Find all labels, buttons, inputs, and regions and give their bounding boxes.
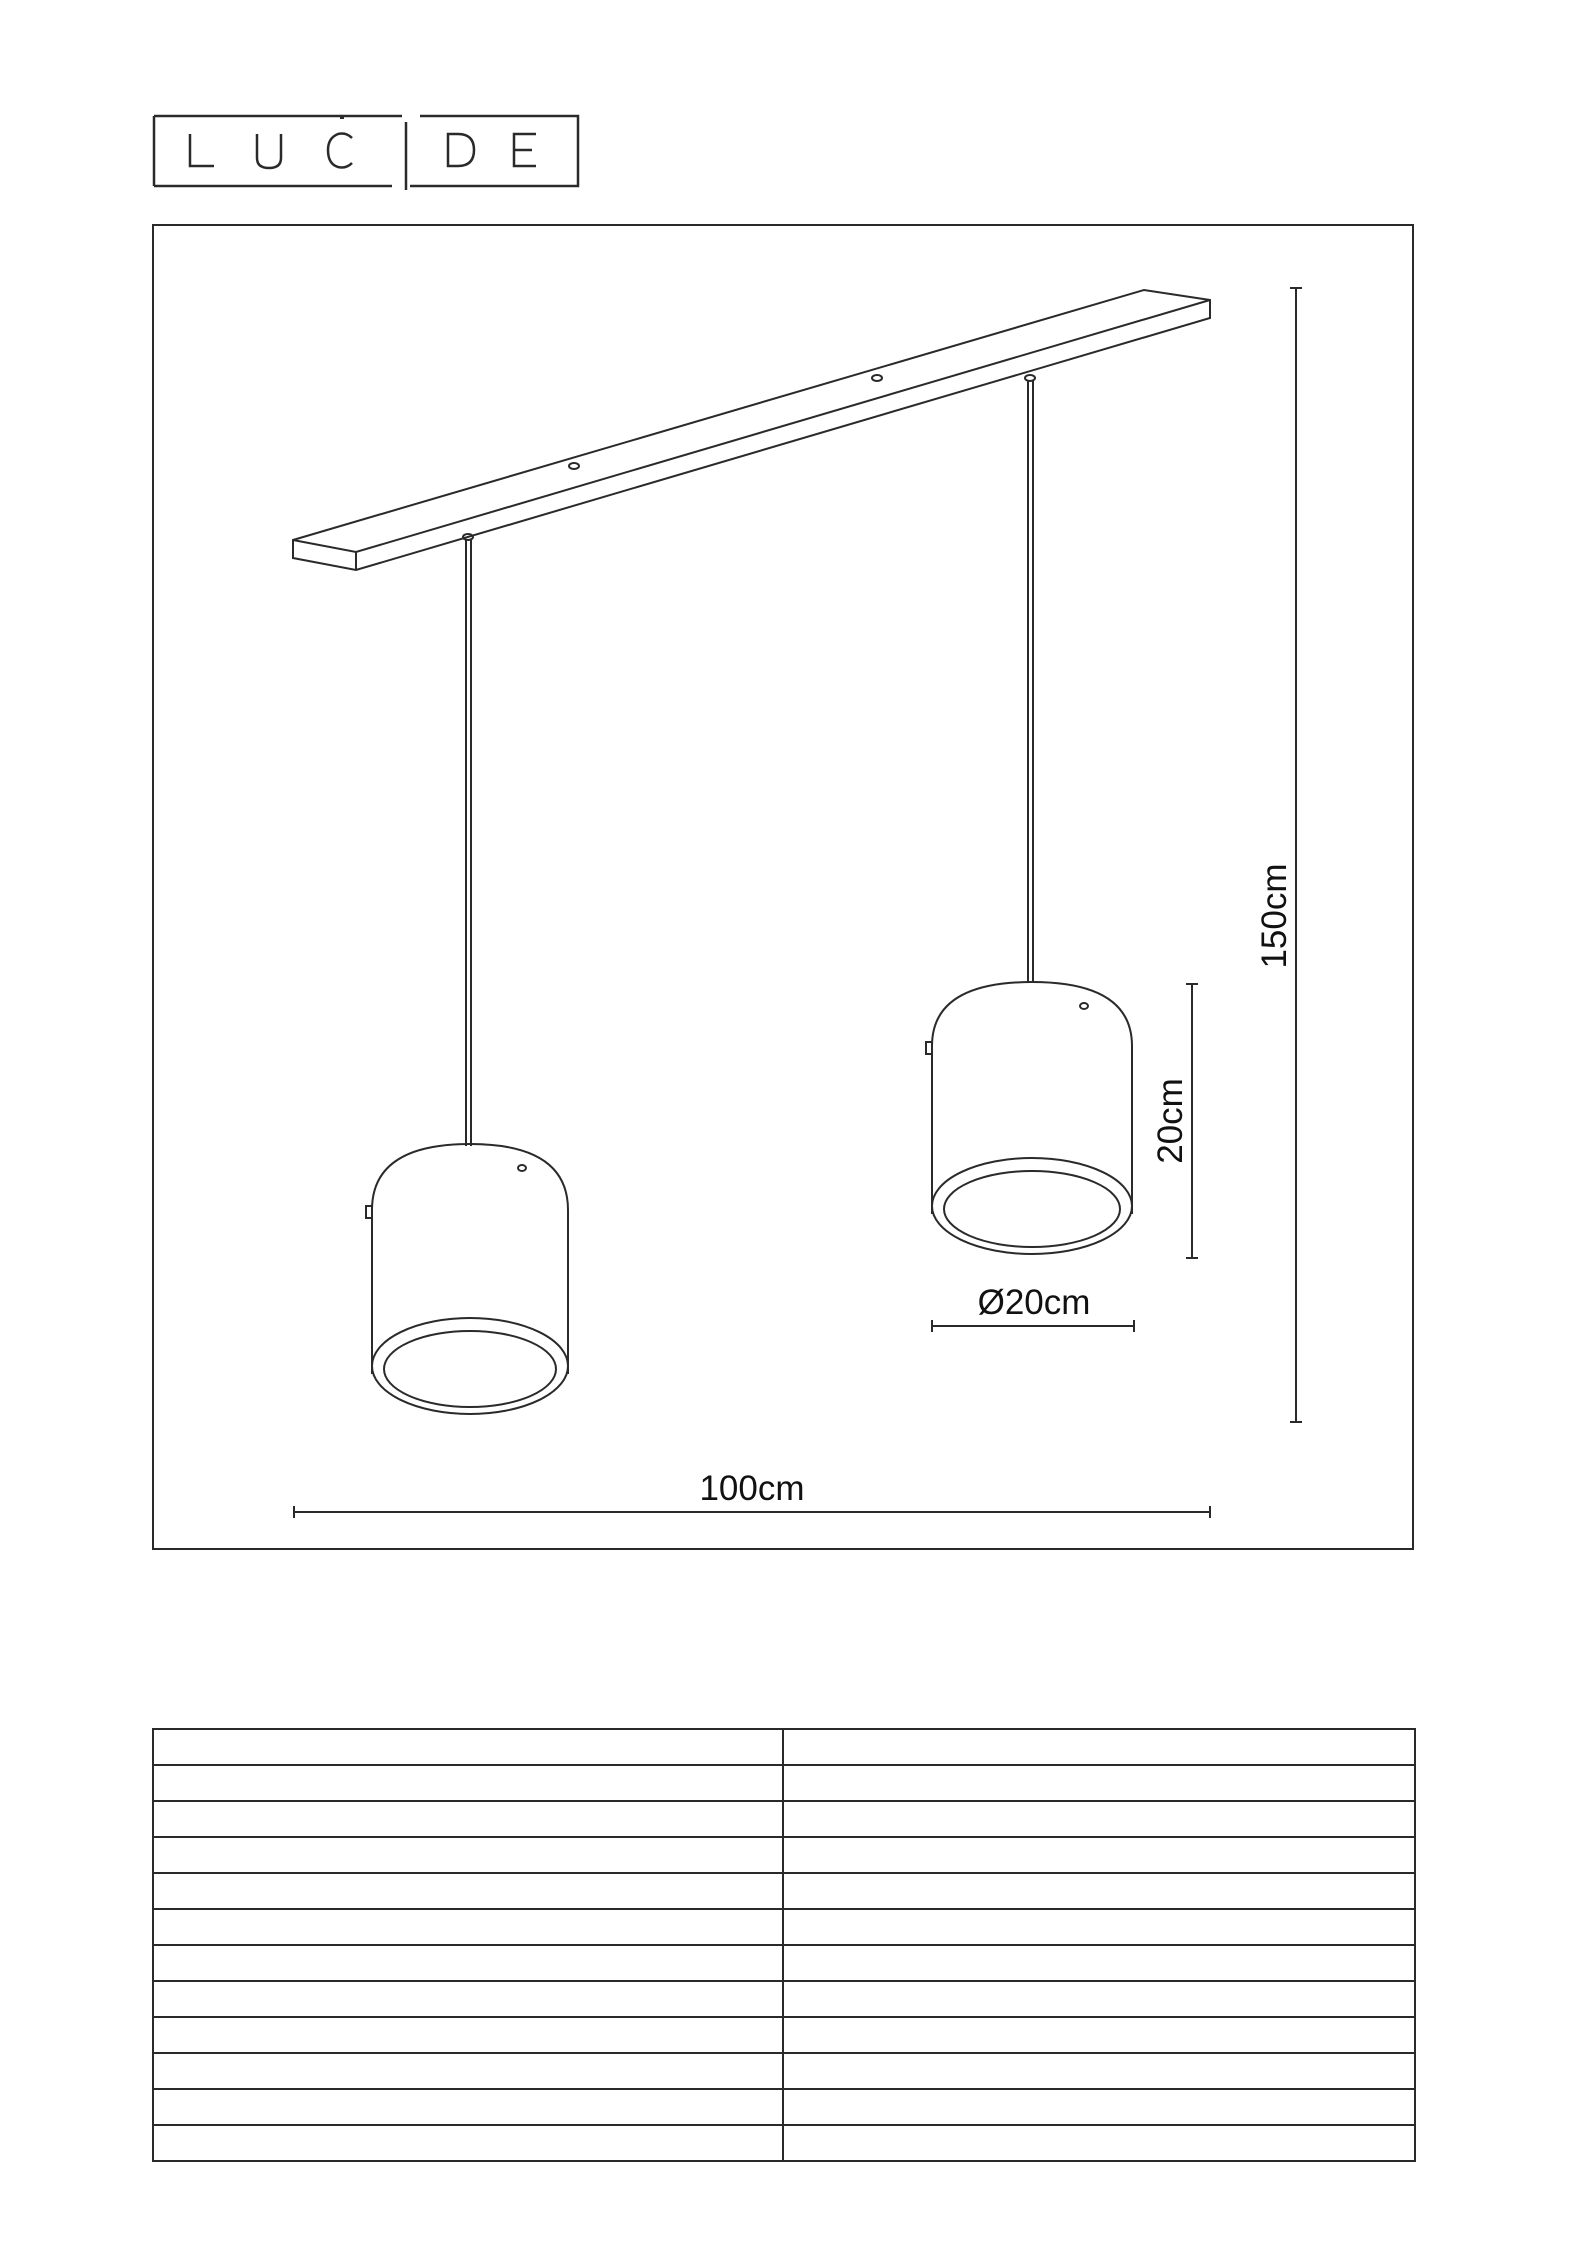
table-row bbox=[153, 1981, 1415, 2017]
dimension-length-label: 100cm bbox=[699, 1469, 805, 1508]
table-row bbox=[153, 1909, 1415, 1945]
table-row bbox=[153, 1837, 1415, 1873]
table-row bbox=[153, 2053, 1415, 2089]
spec-value-cell bbox=[783, 1909, 1415, 1945]
table-row bbox=[153, 1945, 1415, 1981]
right-cord bbox=[1025, 375, 1035, 983]
dimension-total-height-label: 150cm bbox=[1255, 863, 1294, 969]
spec-label-cell bbox=[153, 1909, 783, 1945]
spec-value-cell bbox=[783, 1765, 1415, 1801]
spec-value-cell bbox=[783, 2053, 1415, 2089]
spec-label-cell bbox=[153, 2053, 783, 2089]
spec-value-cell bbox=[783, 1837, 1415, 1873]
spec-label-cell bbox=[153, 1729, 783, 1765]
spec-value-cell bbox=[783, 2017, 1415, 2053]
table-row bbox=[153, 2017, 1415, 2053]
spec-value-cell bbox=[783, 1729, 1415, 1765]
spec-label-cell bbox=[153, 1801, 783, 1837]
spec-label-cell bbox=[153, 1945, 783, 1981]
left-lamp-shade bbox=[366, 1144, 568, 1414]
dimension-diameter-label: Ø20cm bbox=[977, 1283, 1091, 1322]
table-row bbox=[153, 1801, 1415, 1837]
spec-label-cell bbox=[153, 1765, 783, 1801]
spec-value-cell bbox=[783, 2125, 1415, 2161]
spec-label-cell bbox=[153, 1873, 783, 1909]
spec-value-cell bbox=[783, 1981, 1415, 2017]
lucide-logo bbox=[152, 112, 580, 190]
spec-label-cell bbox=[153, 1837, 783, 1873]
dimension-total-height-line bbox=[1290, 288, 1302, 1422]
table-row bbox=[153, 2125, 1415, 2161]
spec-label-cell bbox=[153, 2089, 783, 2125]
spec-value-cell bbox=[783, 1801, 1415, 1837]
spec-label-cell bbox=[153, 2017, 783, 2053]
spec-label-cell bbox=[153, 2125, 783, 2161]
left-cord bbox=[463, 534, 473, 1146]
logo-wordmark bbox=[152, 112, 580, 190]
spec-label-cell bbox=[153, 1981, 783, 2017]
table-row bbox=[153, 1873, 1415, 1909]
canopy-bar bbox=[293, 290, 1210, 570]
spec-table-body bbox=[153, 1729, 1415, 2161]
spec-table bbox=[152, 1728, 1416, 2162]
spec-value-cell bbox=[783, 1873, 1415, 1909]
table-row bbox=[153, 1765, 1415, 1801]
dimension-shade-height-label: 20cm bbox=[1151, 1078, 1190, 1164]
table-row bbox=[153, 2089, 1415, 2125]
pendant-lamp-drawing bbox=[154, 226, 1412, 1548]
table-row bbox=[153, 1729, 1415, 1765]
spec-value-cell bbox=[783, 2089, 1415, 2125]
technical-drawing-frame bbox=[152, 224, 1414, 1550]
right-lamp-shade bbox=[926, 982, 1132, 1254]
spec-value-cell bbox=[783, 1945, 1415, 1981]
